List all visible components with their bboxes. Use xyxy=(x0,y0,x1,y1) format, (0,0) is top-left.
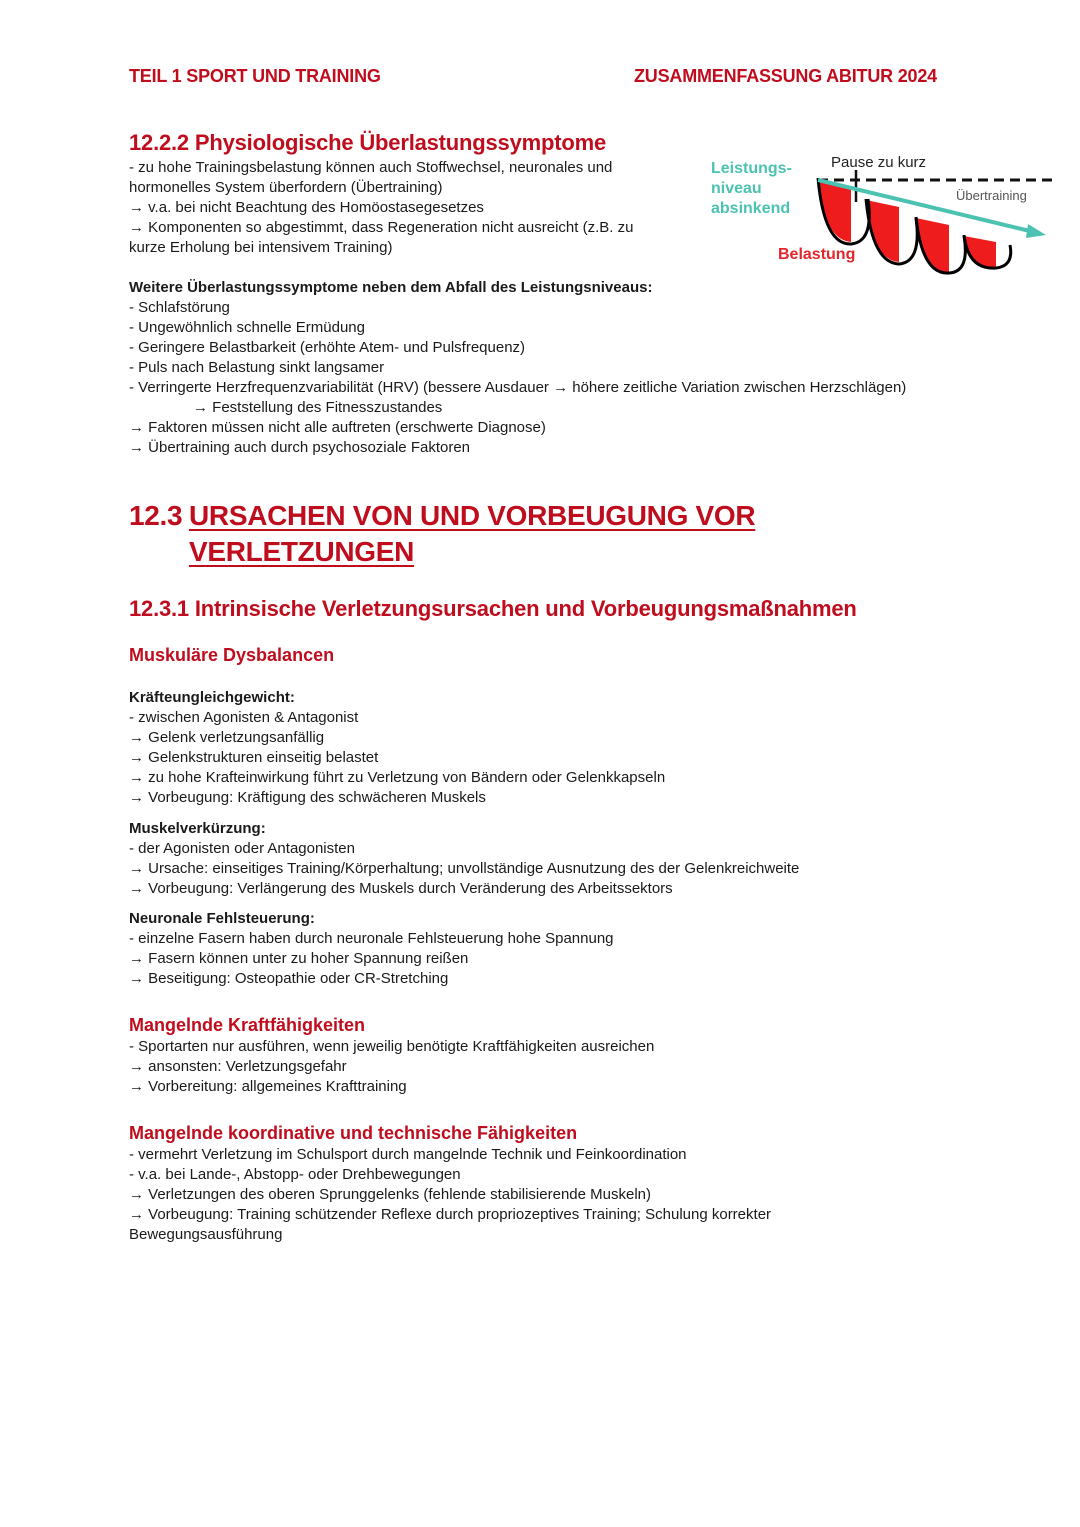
text-line: - Sportarten nur ausführen, wenn jeweilig benötigte Kraftfähigkeiten ausreichen xyxy=(129,1038,655,1055)
symptom-item: - Geringere Belastbarkeit (erhöhte Atem- und Pulsfrequenz) xyxy=(129,339,526,356)
text-line: → zu hohe Krafteinwirkung führt zu Verletzung von Bändern oder Gelenkkapseln xyxy=(129,769,666,786)
header-right: ZUSAMMENFASSUNG ABITUR 2024 xyxy=(634,66,937,86)
section-title-line2: VERLETZUNGEN xyxy=(189,536,415,567)
symptom-item: - Verringerte Herzfrequenzvariabilität (HRV) (bessere Ausdauer → höhere zeitliche Variation zwischen Herzschlägen) xyxy=(129,379,907,396)
level-label-line: niveau xyxy=(711,180,762,197)
text-line: → Vorbeugung: Verlängerung des Muskels durch Veränderung des Arbeitssektors xyxy=(129,880,673,897)
text-line: → Ursache: einseitiges Training/Körperhaltung; unvollständige Ausnutzung des der Gelenkreichweite xyxy=(129,860,800,877)
text-line: → Verletzungen des oberen Sprunggelenks (fehlende stabilisierende Muskeln) xyxy=(129,1186,651,1203)
symptom-item: - Puls nach Belastung sinkt langsamer xyxy=(129,359,385,376)
level-label-line: Leistungs- xyxy=(711,160,792,177)
diagram-overtraining-label: Übertraining xyxy=(956,188,1027,203)
symptom-item: - Schlafstörung xyxy=(129,299,230,316)
text-line: - der Agonisten oder Antagonisten xyxy=(129,840,355,857)
text-line: - zu hohe Trainingsbelastung können auch Stoffwechsel, neuronales und xyxy=(129,159,613,176)
text-line: → Vorbeugung: Kräftigung des schwächeren Muskels xyxy=(129,789,486,806)
text-line: - einzelne Fasern haben durch neuronale Fehlsteuerung hohe Spannung xyxy=(129,930,614,947)
symptom-note: → Faktoren müssen nicht alle auftreten (erschwerte Diagnose) xyxy=(129,419,546,436)
text-line: - v.a. bei Lande-, Abstopp- oder Drehbewegungen xyxy=(129,1166,461,1183)
section-title-12-3 xyxy=(129,498,755,570)
subsection-mangelnde-kraft: Mangelnde Kraftfähigkeiten xyxy=(129,1015,366,1035)
header-left: TEIL 1 SPORT UND TRAINING xyxy=(129,66,381,86)
diagram-level-label xyxy=(711,159,792,219)
text-line: → ansonsten: Verletzungsgefahr xyxy=(129,1058,347,1075)
section-title-12-3-1: 12.3.1 Intrinsische Verletzungsursachen und Vorbeugungsmaßnahmen xyxy=(129,596,857,621)
symptom-note: → Übertraining auch durch psychosoziale Faktoren xyxy=(129,439,471,456)
block-heading: Neuronale Fehlsteuerung: xyxy=(129,910,315,927)
section-title-line1: URSACHEN VON UND VORBEUGUNG VOR xyxy=(189,500,756,531)
text-line: → v.a. bei nicht Beachtung des Homöostasegesetzes xyxy=(129,199,484,216)
text-line: → Vorbereitung: allgemeines Krafttraining xyxy=(129,1078,407,1095)
mangelnde-kraft-body xyxy=(129,1037,654,1097)
text-line: → Vorbeugung: Training schützender Reflexe durch propriozeptives Training; Schulung korrekter xyxy=(129,1206,772,1223)
further-symptoms xyxy=(129,278,906,458)
symptom-item: - Ungewöhnlich schnelle Ermüdung xyxy=(129,319,365,336)
symptom-subitem: → Feststellung des Fitnesszustandes xyxy=(193,399,443,416)
section-number: 12.3 xyxy=(129,500,183,531)
kraefteungleichgewicht-block xyxy=(129,688,665,808)
block-heading: Muskelverkürzung: xyxy=(129,820,266,837)
subsection-muskulaere-dysbalancen: Muskuläre Dysbalancen xyxy=(129,645,335,665)
text-line: kurze Erholung bei intensivem Training) xyxy=(129,239,393,256)
text-line: - zwischen Agonisten & Antagonist xyxy=(129,709,359,726)
text-line: → Fasern können unter zu hoher Spannung reißen xyxy=(129,950,469,967)
neuronale-fehlsteuerung-block xyxy=(129,909,614,989)
text-line: - vermehrt Verletzung im Schulsport durch mangelnde Technik und Feinkoordination xyxy=(129,1146,687,1163)
text-line: Bewegungsausführung xyxy=(129,1226,283,1243)
text-line: → Beseitigung: Osteopathie oder CR-Stretching xyxy=(129,970,449,987)
diagram-pause-label: Pause zu kurz xyxy=(831,154,927,171)
text-line: → Gelenkstrukturen einseitig belastet xyxy=(129,749,379,766)
diagram-load-label: Belastung xyxy=(778,246,856,263)
block-heading: Kräfteungleichgewicht: xyxy=(129,689,295,706)
text-line: hormonelles System überfordern (Übertraining) xyxy=(129,179,443,196)
text-line: → Komponenten so abgestimmt, dass Regeneration nicht ausreicht (z.B. zu xyxy=(129,219,634,236)
level-label-line: absinkend xyxy=(711,200,791,217)
subsection-koordinative-faehigkeiten: Mangelnde koordinative und technische Fähigkeiten xyxy=(129,1123,578,1143)
section-title-12-2-2: 12.2.2 Physiologische Überlastungssymptome xyxy=(129,130,606,155)
overtraining-diagram xyxy=(706,150,1056,275)
section-12-2-2-body xyxy=(129,158,633,258)
muskelverkuerzung-block xyxy=(129,819,799,899)
further-symptoms-heading: Weitere Überlastungssymptome neben dem Abfall des Leistungsniveaus: xyxy=(129,279,653,296)
koordinative-body xyxy=(129,1145,771,1245)
text-line: → Gelenk verletzungsanfällig xyxy=(129,729,325,746)
